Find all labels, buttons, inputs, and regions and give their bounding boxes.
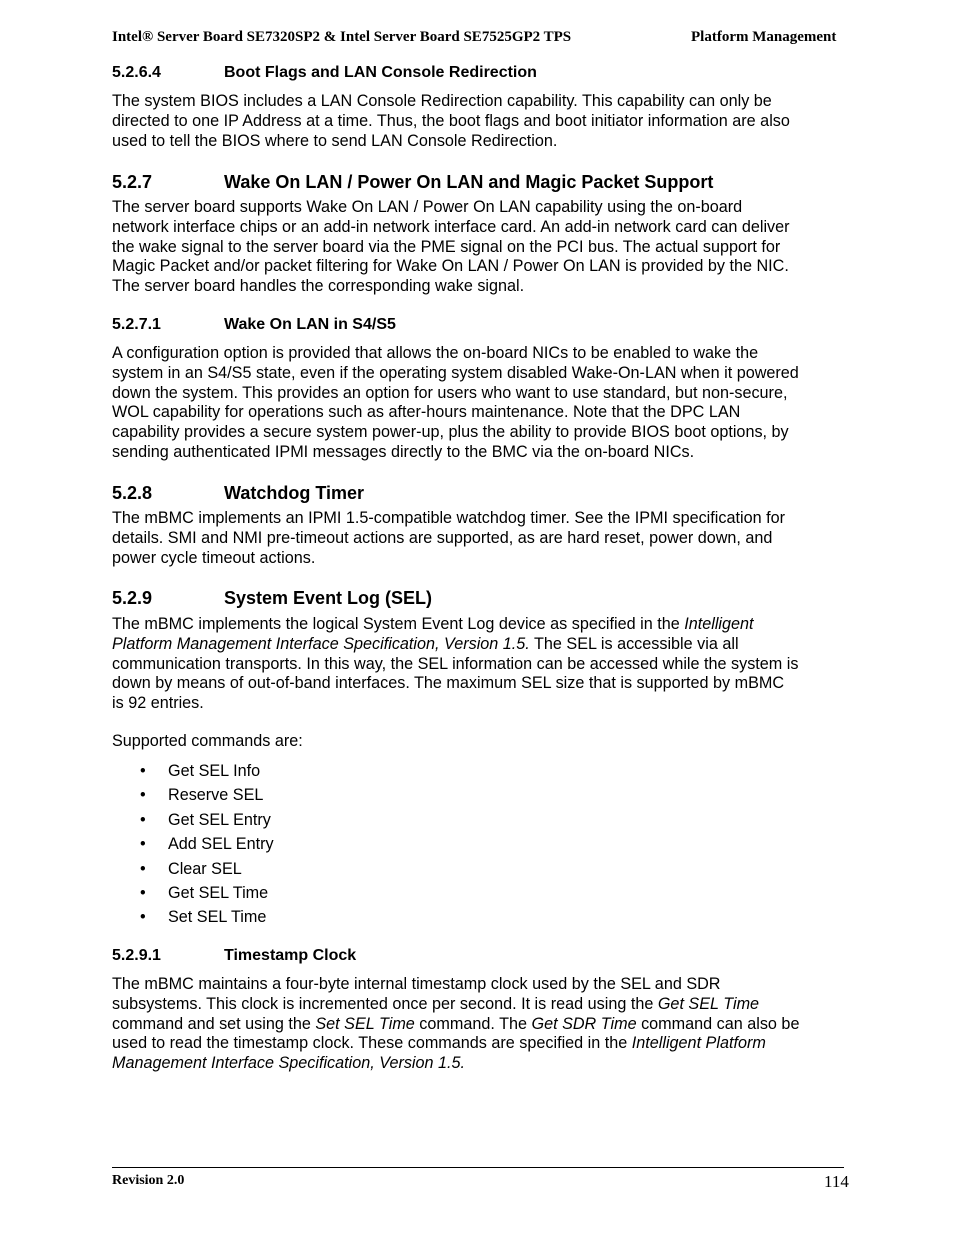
spec-title-italic: Platform Management Interface Specification, Version 1.5. [112,634,530,653]
list-item-text: Add SEL Entry [168,835,274,854]
text-line: used to tell the BIOS where to send LAN Console Redirection. [112,131,558,150]
bullet-icon: • [140,810,146,829]
text-line [112,635,852,655]
text-span: used to read the timestamp clock. These commands are specified in the [112,1034,632,1053]
list-item-text: Reserve SEL [168,786,264,805]
text-line: Magic Packet and/or packet filtering for Wake On LAN / Power On LAN is provided by the NIC. [112,257,789,276]
bullet-icon: • [140,786,146,805]
paragraph-wol-s4-s5 [112,344,852,463]
text-span: The mBMC implements the logical System Event Log device as specified in the [112,615,685,633]
text-line: power cycle timeout actions. [112,548,316,567]
text-line: system in an S4/S5 state, even if the operating system disabled Wake-On-LAN when it powered [112,363,799,382]
list-item-text: Clear SEL [168,859,242,878]
section-title: Timestamp Clock [224,947,357,964]
paragraph-wake-on-lan [112,198,852,297]
text-line: communication transports. In this way, the SEL information can be accessed while the system is [112,654,799,673]
section-number: 5.2.6.4 [112,64,161,81]
text-line: down the system. This provides an option for users who want to use standard, but non-secure, [112,383,788,402]
footer-divider [112,1167,844,1168]
page-number: 114 [824,1172,849,1191]
paragraph-timestamp-clock [112,975,852,1074]
paragraph-watchdog [112,509,852,568]
heading-5-2-9-1 [112,946,356,966]
command-name-italic: Get SDR Time [531,1014,637,1033]
text-line [112,1015,852,1035]
section-number: 5.2.9.1 [112,947,161,964]
text-line [112,615,852,635]
section-number: 5.2.9 [112,588,153,608]
section-number: 5.2.7.1 [112,316,161,333]
text-line: WOL capability for operations such as after-hours maintenance. Note that the DPC LAN [112,403,741,422]
text-span: subsystems. This clock is incremented once per second. It is read using the [112,994,658,1013]
text-line: Supported commands are: [112,732,303,750]
heading-5-2-8 [112,482,364,504]
heading-5-2-6-4 [112,63,537,83]
text-line: details. SMI and NMI pre-timeout actions are supported, as are hard reset, power down, and [112,528,773,547]
list-item-text: Get SEL Time [168,883,269,902]
text-line: The server board supports Wake On LAN / Power On LAN capability using the on-board [112,198,743,216]
running-header-chapter: Platform Management [691,29,837,45]
spec-title-italic: Intelligent [684,615,754,633]
bullet-icon: • [140,762,146,780]
list-item-text: Get SEL Info [168,762,261,780]
section-title: Watchdog Timer [224,483,365,503]
text-line: is 92 entries. [112,694,204,713]
list-item-text: Set SEL Time [168,908,267,927]
command-name-italic: Get SEL Time [657,994,760,1013]
text-line [112,995,852,1015]
text-line: down by means of out-of-band interfaces. The maximum SEL size that is supported by mBMC [112,674,785,693]
supported-commands-intro [112,732,852,752]
spec-title-italic: Intelligent Platform [631,1034,766,1053]
section-title: System Event Log (SEL) [224,588,433,608]
section-title: Boot Flags and LAN Console Redirection [224,64,537,81]
footer-revision: Revision 2.0 [112,1173,185,1188]
text-line: The mBMC maintains a four-byte internal timestamp clock used by the SEL and SDR [112,975,721,993]
spec-title-italic: Management Interface Specification, Version 1.5. [112,1054,466,1073]
text-line: sending authenticated IPMI messages directly to the BMC via the on-board NICs. [112,442,695,461]
bullet-icon: • [140,883,146,902]
heading-5-2-7 [112,171,713,193]
heading-5-2-9 [112,587,432,609]
text-line: The server board handles the corresponding wake signal. [112,277,525,296]
heading-5-2-7-1 [112,315,396,335]
list-item-text: Get SEL Entry [168,810,271,829]
text-span: command can also be [636,1014,800,1033]
text-line: the wake signal to the server board via the PME signal on the PCI bus. The actual support for [112,237,781,256]
text-line: The system BIOS includes a LAN Console Redirection capability. This capability can only be [112,92,772,110]
bullet-icon: • [140,908,146,927]
bullet-icon: • [140,859,146,878]
text-line: capability provides a secure system power-up, plus the ability to provide BIOS boot options, by [112,423,789,442]
running-header-title: Intel® Server Board SE7320SP2 & Intel Server Board SE7525GP2 TPS [112,29,572,45]
text-line: directed to one IP Address at a time. Thus, the boot flags and boot initiator information are also [112,111,790,130]
text-line: A configuration option is provided that allows the on-board NICs to be enabled to wake the [112,344,759,362]
paragraph-sel [112,615,852,714]
text-span: The SEL is accessible via all [529,634,739,653]
bullet-icon: • [140,835,146,854]
section-title: Wake On LAN / Power On LAN and Magic Packet Support [224,172,714,192]
text-span: command and set using the [112,1014,316,1033]
paragraph-boot-flags [112,92,852,151]
text-line: The mBMC implements an IPMI 1.5-compatible watchdog timer. See the IPMI specification for [112,509,785,527]
section-number: 5.2.8 [112,483,153,503]
text-line: network interface chips or an add-in network interface card. An add-in network card can deliver [112,217,790,236]
text-line [112,1054,852,1074]
text-line [112,1034,852,1054]
section-title: Wake On LAN in S4/S5 [224,316,396,333]
command-name-italic: Set SEL Time [315,1014,415,1033]
section-number: 5.2.7 [112,172,153,192]
text-span: command. The [414,1014,532,1033]
